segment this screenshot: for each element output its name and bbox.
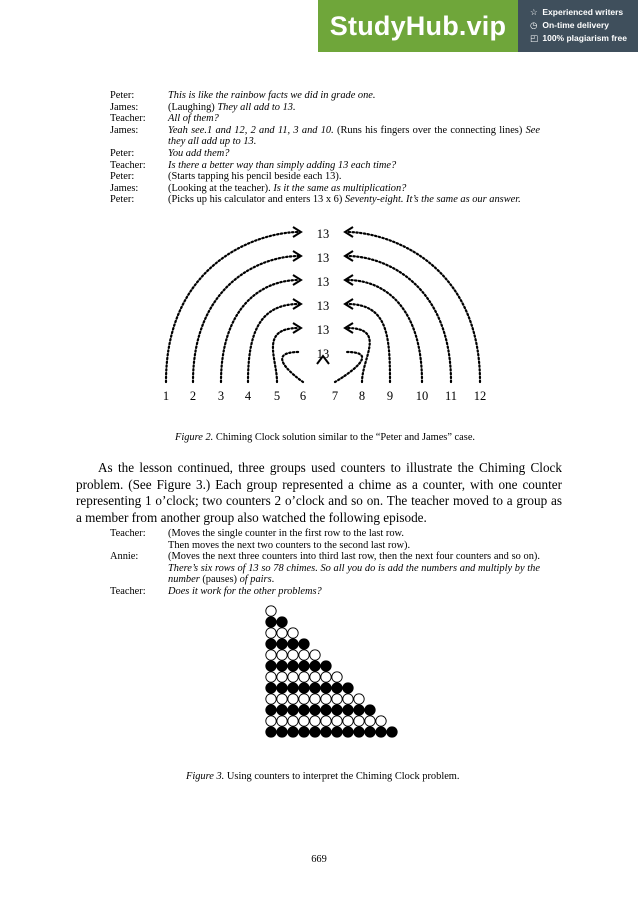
speaker-name: James: — [110, 124, 139, 136]
counter-filled — [277, 639, 287, 649]
clock-number: 10 — [415, 389, 429, 403]
counter-filled — [299, 661, 309, 671]
counter-filled — [288, 683, 298, 693]
dialogue-text: Yeah see.1 and 12, 2 and 11, 3 and 10. — [168, 124, 334, 136]
perk-text: Experienced writers — [542, 7, 624, 17]
counter-open — [365, 716, 375, 726]
counter-filled — [354, 727, 364, 737]
connecting-arc-right — [347, 280, 422, 382]
counter-filled — [266, 727, 276, 737]
dialogue-line — [168, 183, 540, 195]
counter-filled — [277, 617, 287, 627]
dialogue-line — [168, 194, 540, 206]
dialogue-row — [110, 113, 540, 125]
counter-filled — [321, 727, 331, 737]
dialogue-line — [168, 171, 540, 183]
counter-filled — [332, 683, 342, 693]
figure-2-caption — [175, 432, 475, 443]
counter-open — [354, 716, 364, 726]
dialogue-text: (Moves the single counter in the first row to the last row. — [168, 528, 404, 539]
dialogue-line — [168, 148, 540, 160]
dialogue-text: Is it the same as multiplication? — [273, 182, 407, 194]
counter-filled — [277, 705, 287, 715]
connecting-arc-right — [347, 256, 451, 382]
counter-filled — [288, 727, 298, 737]
counter-open — [266, 694, 276, 704]
clock-icon: ◷ — [530, 20, 538, 30]
counter-filled — [321, 661, 331, 671]
counter-filled — [299, 727, 309, 737]
speaker-name: Teacher: — [110, 528, 146, 539]
caption-text: Using counters to interpret the Chiming Clock problem. — [224, 771, 460, 782]
dialogue-text: Is there a better way than simply adding 13 each time? — [168, 159, 397, 171]
clock-number: 11 — [444, 389, 458, 403]
counter-open — [299, 672, 309, 682]
counter-open — [354, 694, 364, 704]
copy-icon: ◰ — [530, 33, 539, 43]
connecting-arc-right — [335, 352, 362, 382]
counter-open — [277, 694, 287, 704]
dialogue-text: Does it work for the other problems? — [168, 585, 322, 597]
counter-filled — [299, 683, 309, 693]
dialogue-transcript-1 — [110, 90, 540, 206]
dialogue-text: (Moves the next three counters into third last row, then the next four counters and so on). — [168, 551, 540, 563]
speaker-name: Peter: — [110, 90, 135, 101]
connecting-arc-left — [221, 280, 299, 382]
connecting-arc-left — [282, 352, 303, 382]
dialogue-row — [110, 528, 540, 540]
dialogue-row — [110, 125, 540, 148]
counter-open — [299, 694, 309, 704]
dialogue-transcript-2 — [110, 528, 540, 598]
counter-filled — [299, 705, 309, 715]
dialogue-text: of pairs — [239, 574, 272, 586]
pair-sum-label: 13 — [316, 347, 330, 361]
dialogue-line — [168, 586, 540, 598]
counter-filled — [288, 639, 298, 649]
speaker-name: James: — [110, 101, 139, 113]
dialogue-text: (Looking at the teacher). — [168, 182, 274, 194]
counter-open — [288, 716, 298, 726]
dialogue-text: (Starts tapping his pencil beside each 13). — [168, 171, 342, 183]
counter-open — [332, 672, 342, 682]
dialogue-row — [110, 90, 540, 102]
dialogue-row — [110, 102, 540, 114]
clock-number: 6 — [299, 389, 307, 403]
counter-open — [277, 672, 287, 682]
perk-item — [530, 32, 638, 45]
counter-filled — [332, 705, 342, 715]
counter-open — [321, 716, 331, 726]
dialogue-line — [168, 551, 540, 586]
dialogue-line — [168, 125, 540, 148]
dialogue-text: You add them? — [168, 147, 230, 159]
connecting-arc-right — [347, 304, 390, 382]
counter-open — [288, 650, 298, 660]
clock-number: 7 — [331, 389, 339, 403]
counter-open — [277, 650, 287, 660]
speaker-name: Peter: — [110, 171, 135, 183]
dialogue-text: See they all add up to 13. — [168, 124, 541, 148]
clock-number: 12 — [473, 389, 487, 403]
speaker-name: Teacher: — [110, 585, 146, 597]
dialogue-line — [168, 90, 540, 102]
dialogue-row — [110, 160, 540, 172]
pair-sum-label: 13 — [316, 275, 330, 289]
speaker-name: Peter: — [110, 147, 135, 159]
dialogue-line — [168, 102, 540, 114]
page-number: 669 — [311, 854, 327, 865]
counter-open — [266, 606, 276, 616]
dialogue-text: All of them? — [168, 113, 219, 125]
counter-filled — [365, 705, 375, 715]
counter-filled — [321, 705, 331, 715]
perk-item — [530, 19, 638, 32]
counter-filled — [387, 727, 397, 737]
dialogue-line — [168, 113, 540, 125]
dialogue-row — [110, 194, 540, 206]
figure-2-chiming-clock-arcs — [150, 220, 500, 410]
dialogue-text: Then moves the next two counters to the second last row). — [168, 539, 411, 551]
dialogue-row — [110, 586, 540, 598]
clock-number: 5 — [273, 389, 281, 403]
clock-number: 4 — [244, 389, 252, 403]
dialogue-row — [110, 551, 540, 586]
counter-filled — [299, 639, 309, 649]
counter-filled — [343, 683, 353, 693]
perks-list — [518, 0, 638, 52]
counter-open — [277, 716, 287, 726]
dialogue-text: (Picks up his calculator and enters 13 x 6) — [168, 194, 345, 206]
caption-label: Figure 3. — [186, 771, 225, 782]
caption-label: Figure 2. — [175, 432, 214, 443]
counter-open — [266, 628, 276, 638]
body-paragraph: As the lesson continued, three groups used counters to illustrate the Chiming Clock problem. (See Figure 3.) Each group represented a chime as a counter, with one counter representing 1 o’clock; two counters 2 o’clock and so on. The teacher moved to a group as a member from another group also watched the following episode. — [76, 460, 562, 525]
counter-filled — [376, 727, 386, 737]
counter-filled — [288, 661, 298, 671]
counter-filled — [266, 705, 276, 715]
counter-open — [266, 716, 276, 726]
clock-number: 1 — [162, 389, 170, 403]
speaker-name: Peter: — [110, 194, 135, 206]
perk-text: On-time delivery — [542, 20, 609, 30]
pair-sum-label: 13 — [316, 251, 330, 265]
ad-banner[interactable] — [318, 0, 638, 52]
speaker-name: Teacher: — [110, 159, 146, 171]
counter-filled — [354, 705, 364, 715]
clock-number: 8 — [358, 389, 366, 403]
counter-filled — [310, 727, 320, 737]
counter-filled — [310, 683, 320, 693]
figure-3-counters-triangle — [262, 604, 412, 740]
caption-text: Chiming Clock solution similar to the “Peter and James” case. — [213, 432, 476, 443]
counter-open — [299, 716, 309, 726]
counter-filled — [343, 727, 353, 737]
counter-filled — [266, 639, 276, 649]
counter-filled — [310, 661, 320, 671]
figure-3-caption — [186, 771, 460, 782]
dialogue-text: (pauses) — [199, 574, 240, 586]
star-icon: ☆ — [530, 7, 538, 17]
counter-open — [343, 694, 353, 704]
counter-filled — [277, 661, 287, 671]
dialogue-text: (Runs his fingers over the connecting lines) — [333, 124, 526, 136]
counter-open — [310, 650, 320, 660]
clock-number: 9 — [386, 389, 394, 403]
perk-item — [530, 6, 638, 19]
counter-open — [321, 672, 331, 682]
counter-open — [288, 694, 298, 704]
dialogue-row — [110, 148, 540, 160]
dialogue-text: Seventy-eight. It’s the same as our answer. — [344, 194, 521, 206]
counter-filled — [266, 661, 276, 671]
speaker-name: Annie: — [110, 551, 139, 563]
counter-open — [299, 650, 309, 660]
counter-filled — [266, 683, 276, 693]
counter-open — [288, 628, 298, 638]
counter-open — [332, 694, 342, 704]
clock-number: 2 — [189, 389, 197, 403]
counter-filled — [332, 727, 342, 737]
dialogue-line — [168, 528, 540, 540]
counter-open — [266, 650, 276, 660]
dialogue-text: They all add to 13. — [217, 101, 296, 113]
counter-filled — [277, 727, 287, 737]
dialogue-text: There’s six rows of 13 so 78 chimes. So all you do is add the numbers and multiply by the number — [168, 562, 540, 586]
dialogue-text: (Laughing) — [168, 101, 218, 113]
counter-open — [332, 716, 342, 726]
brand-logo[interactable]: StudyHub.vip — [318, 0, 518, 52]
dialogue-text: This is like the rainbow facts we did in grade one. — [168, 90, 376, 101]
counter-filled — [266, 617, 276, 627]
pair-sum-label: 13 — [316, 323, 330, 337]
counter-open — [321, 694, 331, 704]
pair-sum-label: 13 — [316, 299, 330, 313]
counter-open — [310, 716, 320, 726]
counter-filled — [321, 683, 331, 693]
counter-open — [310, 694, 320, 704]
counter-open — [310, 672, 320, 682]
speaker-name: Teacher: — [110, 113, 146, 125]
counter-filled — [343, 705, 353, 715]
speaker-name: James: — [110, 182, 139, 194]
counter-open — [288, 672, 298, 682]
perk-text: 100% plagiarism free — [542, 33, 627, 43]
counter-filled — [310, 705, 320, 715]
dialogue-row — [110, 540, 540, 552]
counter-filled — [365, 727, 375, 737]
pair-sum-label: 13 — [316, 227, 330, 241]
dialogue-line — [168, 160, 540, 172]
dialogue-row — [110, 171, 540, 183]
speaker-name — [110, 540, 168, 552]
dialogue-row — [110, 183, 540, 195]
counter-filled — [288, 705, 298, 715]
counter-open — [376, 716, 386, 726]
connecting-arc-right — [347, 328, 370, 382]
clock-number: 3 — [217, 389, 225, 403]
counter-open — [343, 716, 353, 726]
counter-open — [277, 628, 287, 638]
counter-open — [266, 672, 276, 682]
dialogue-text: . — [271, 574, 275, 586]
counter-filled — [277, 683, 287, 693]
dialogue-line — [168, 540, 540, 552]
